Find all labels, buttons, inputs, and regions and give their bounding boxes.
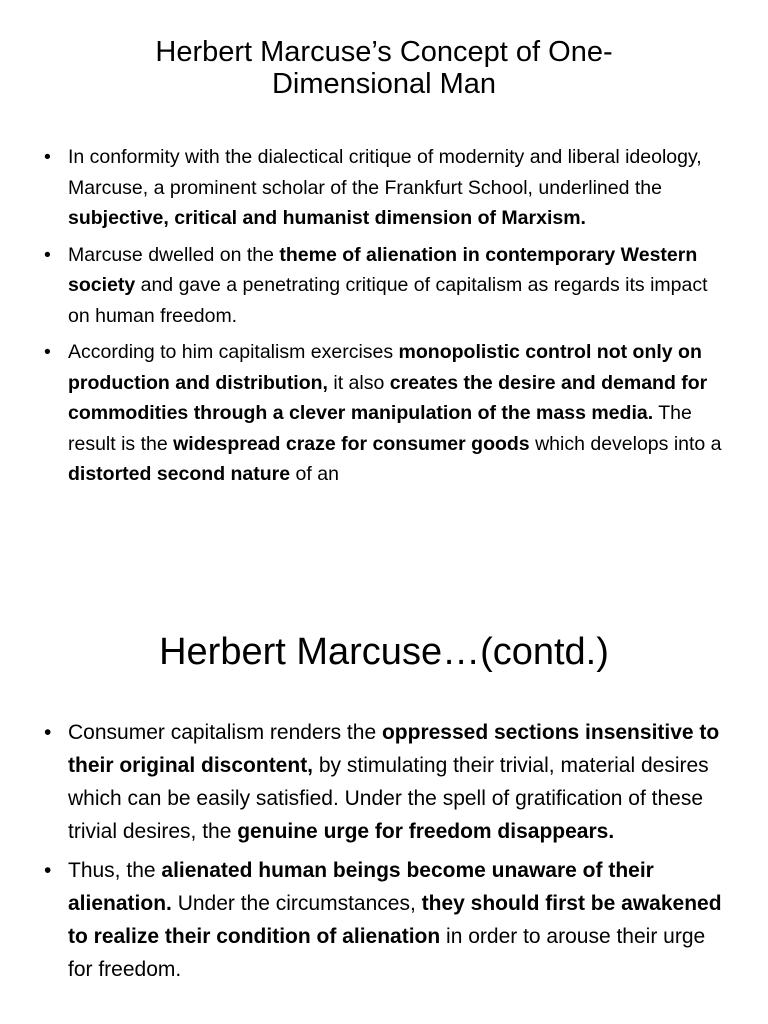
bullet-bold-text: they should first be awakened to realize their condition of alienation	[68, 892, 722, 948]
bullet-bold-text: subjective, critical and humanist dimension of Marxism.	[68, 207, 586, 229]
bullet-item	[44, 716, 734, 848]
bullet-bold-text: distorted second nature	[68, 463, 291, 485]
bullet-text: Thus, the	[68, 859, 162, 882]
bullet-text: of an	[290, 463, 339, 485]
bullet-marker: •	[44, 341, 51, 363]
bullet-bold-text: oppressed sections insensitive to their original discontent,	[68, 721, 720, 777]
slide-one-title-line-1: Herbert Marcuse’s Concept of One-	[155, 36, 613, 68]
bullet-text: According to him capitalism exercises	[68, 341, 399, 363]
bullet-marker: •	[44, 721, 52, 744]
bullet-marker: •	[44, 243, 51, 266]
bullet-bold-text: creates the desire and demand for commodities through a clever manipulation of the mass media.	[68, 371, 708, 424]
bullet-bold-text: monopolistic control not only on production and distribution,	[68, 341, 702, 394]
bullet-text: Under the circumstances,	[171, 892, 422, 915]
slide-one-bullet-list	[44, 142, 734, 496]
slide-one-title	[100, 36, 668, 100]
bullet-bold-text: theme of alienation in contemporary Western society	[68, 243, 698, 296]
bullet-text: in order to arouse their urge for freedom.	[68, 925, 706, 981]
bullet-text: it also	[327, 371, 390, 394]
bullet-bold-text: widespread craze for consumer goods	[173, 432, 530, 455]
bullet-bold-text: genuine urge for freedom disappears.	[237, 820, 615, 843]
bullet-text: and gave a penetrating critique of capitalism as regards its impact on human freedom.	[68, 274, 708, 327]
bullet-bold-text: alienated human beings become unaware of their alienation.	[68, 859, 654, 915]
bullet-item	[44, 337, 734, 490]
bullet-text: Marcuse dwelled on the	[68, 243, 280, 266]
bullet-text: Consumer capitalism renders the	[68, 721, 382, 744]
bullet-item	[44, 142, 734, 234]
bullet-text: by stimulating their trivial, material desires which can be easily satisfied. Under the spell of gratification of these trivial desires, the	[68, 754, 709, 843]
bullet-marker: •	[44, 146, 51, 168]
bullet-item	[44, 854, 734, 986]
bullet-marker: •	[44, 859, 52, 882]
bullet-text: The result is the	[68, 402, 692, 455]
bullet-text: which develops into a	[529, 432, 722, 455]
slide-two-title: Herbert Marcuse…(contd.)	[159, 631, 609, 673]
bullet-item	[44, 240, 734, 332]
slide-one-title-line-2: Dimensional Man	[271, 68, 497, 100]
bullet-text: In conformity with the dialectical critique of modernity and liberal ideology, Marcuse, a prominent scholar of the Frankfurt School, underlined the	[68, 146, 702, 199]
slide-two-bullet-list	[44, 716, 734, 992]
slide-two	[0, 600, 768, 1024]
